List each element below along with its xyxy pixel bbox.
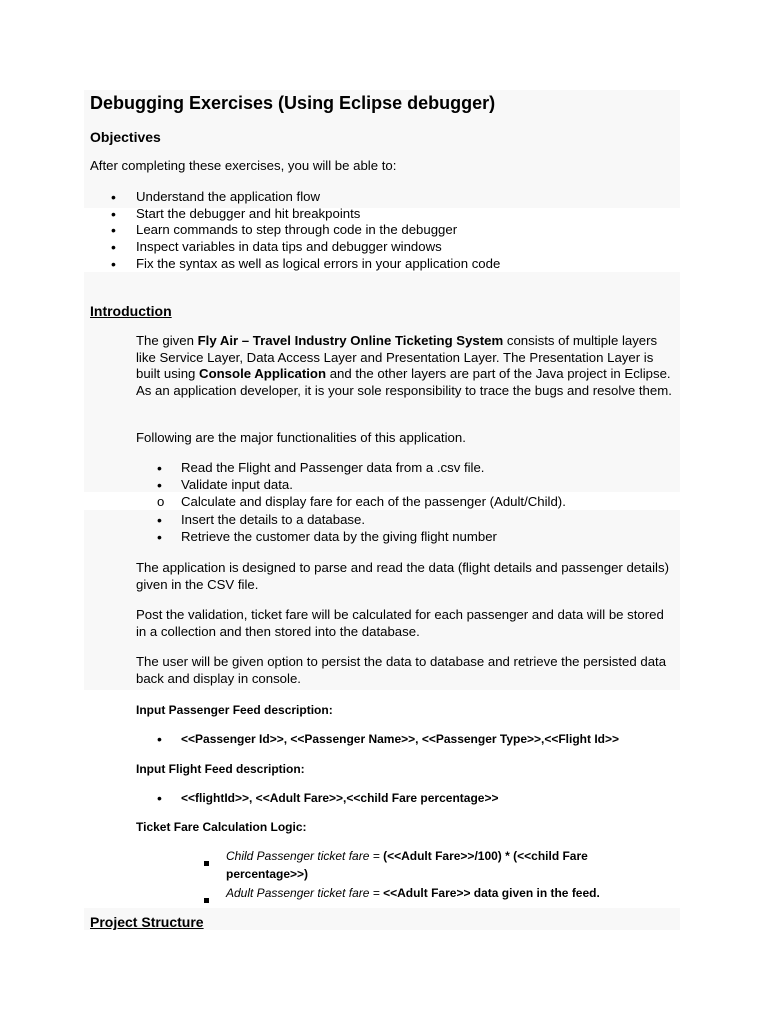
text-run: and the other layers are part of the Java project in Eclipse. As an application developer, it is your sole responsibility to trace the bugs and resolve them. [136, 366, 672, 398]
bullet-icon: • [111, 206, 116, 222]
bullet-icon: • [157, 731, 162, 747]
passenger-feed-format: <<Passenger Id>>, <<Passenger Name>>, <<Passenger Type>>,<<Flight Id>> [181, 732, 620, 746]
bullet-icon: • [111, 256, 116, 272]
adult-fare-label: Adult Passenger ticket fare = [226, 886, 384, 900]
bullet-icon: • [157, 790, 162, 806]
child-fare-label: Child Passenger ticket fare = [226, 849, 384, 863]
system-name: Fly Air – Travel Industry Online Ticketing System [197, 333, 504, 348]
list-item: Fix the syntax as well as logical errors in your application code [136, 256, 501, 271]
child-fare-formula: (<<Adult Fare>>/100) * (<<child Fare [383, 849, 588, 863]
list-item: Read the Flight and Passenger data from a .csv file. [181, 460, 485, 475]
project-structure-heading: Project Structure [90, 914, 204, 930]
document-title: Debugging Exercises (Using Eclipse debugger) [90, 93, 496, 113]
bullet-icon: • [111, 222, 116, 238]
functionalities-intro: Following are the major functionalities of this application. [136, 430, 466, 445]
flight-feed-format: <<flightId>>, <<Adult Fare>>,<<child Fare percentage>> [181, 791, 499, 805]
list-item: Retrieve the customer data by the giving flight number [181, 529, 497, 544]
list-item: Start the debugger and hit breakpoints [136, 206, 361, 221]
intro-paragraph [136, 333, 676, 399]
paragraph: Post the validation, ticket fare will be calculated for each passenger and data will be stored in a collection and then stored into the database. [136, 607, 664, 639]
list-item: Learn commands to step through code in the debugger [136, 222, 458, 237]
child-fare-line [226, 849, 588, 863]
list-item: Insert the details to a database. [181, 512, 366, 527]
circle-bullet-icon: o [157, 494, 165, 509]
adult-fare-formula: <<Adult Fare>> data given in the feed. [383, 886, 600, 900]
bullet-icon: • [157, 512, 162, 528]
list-item: Understand the application flow [136, 189, 321, 204]
console-app-term: Console Application [199, 366, 327, 382]
paragraph: The user will be given option to persist the data to database and retrieve the persisted data back and display in console. [136, 654, 667, 686]
passenger-feed-heading: Input Passenger Feed description: [136, 703, 333, 717]
square-bullet-icon [204, 853, 209, 871]
paragraph: The application is designed to parse and read the data (flight details and passenger details) given in the CSV file. [136, 560, 669, 592]
text-run: consists of multiple layers like Service Layer, Data Access Layer and Presentation Layer. The Presentation Layer is built using [136, 333, 658, 382]
list-item: Inspect variables in data tips and debugger windows [136, 239, 442, 254]
square-bullet-icon [204, 890, 209, 908]
list-item: Calculate and display fare for each of the passenger (Adult/Child). [181, 494, 566, 509]
bullet-icon: • [157, 529, 162, 545]
bullet-icon: • [111, 189, 116, 205]
introduction-heading: Introduction [90, 303, 172, 319]
fare-logic-heading: Ticket Fare Calculation Logic: [136, 820, 307, 834]
objectives-intro: After completing these exercises, you will be able to: [90, 158, 397, 173]
bullet-icon: • [157, 477, 162, 493]
bullet-icon: • [157, 460, 162, 476]
adult-fare-line [226, 886, 600, 900]
bullet-icon: • [111, 239, 116, 255]
flight-feed-heading: Input Flight Feed description: [136, 762, 305, 776]
text-run: The given [136, 333, 198, 348]
child-fare-formula-cont: percentage>>) [226, 867, 309, 881]
objectives-heading: Objectives [90, 129, 161, 145]
list-item: Validate input data. [181, 477, 293, 492]
